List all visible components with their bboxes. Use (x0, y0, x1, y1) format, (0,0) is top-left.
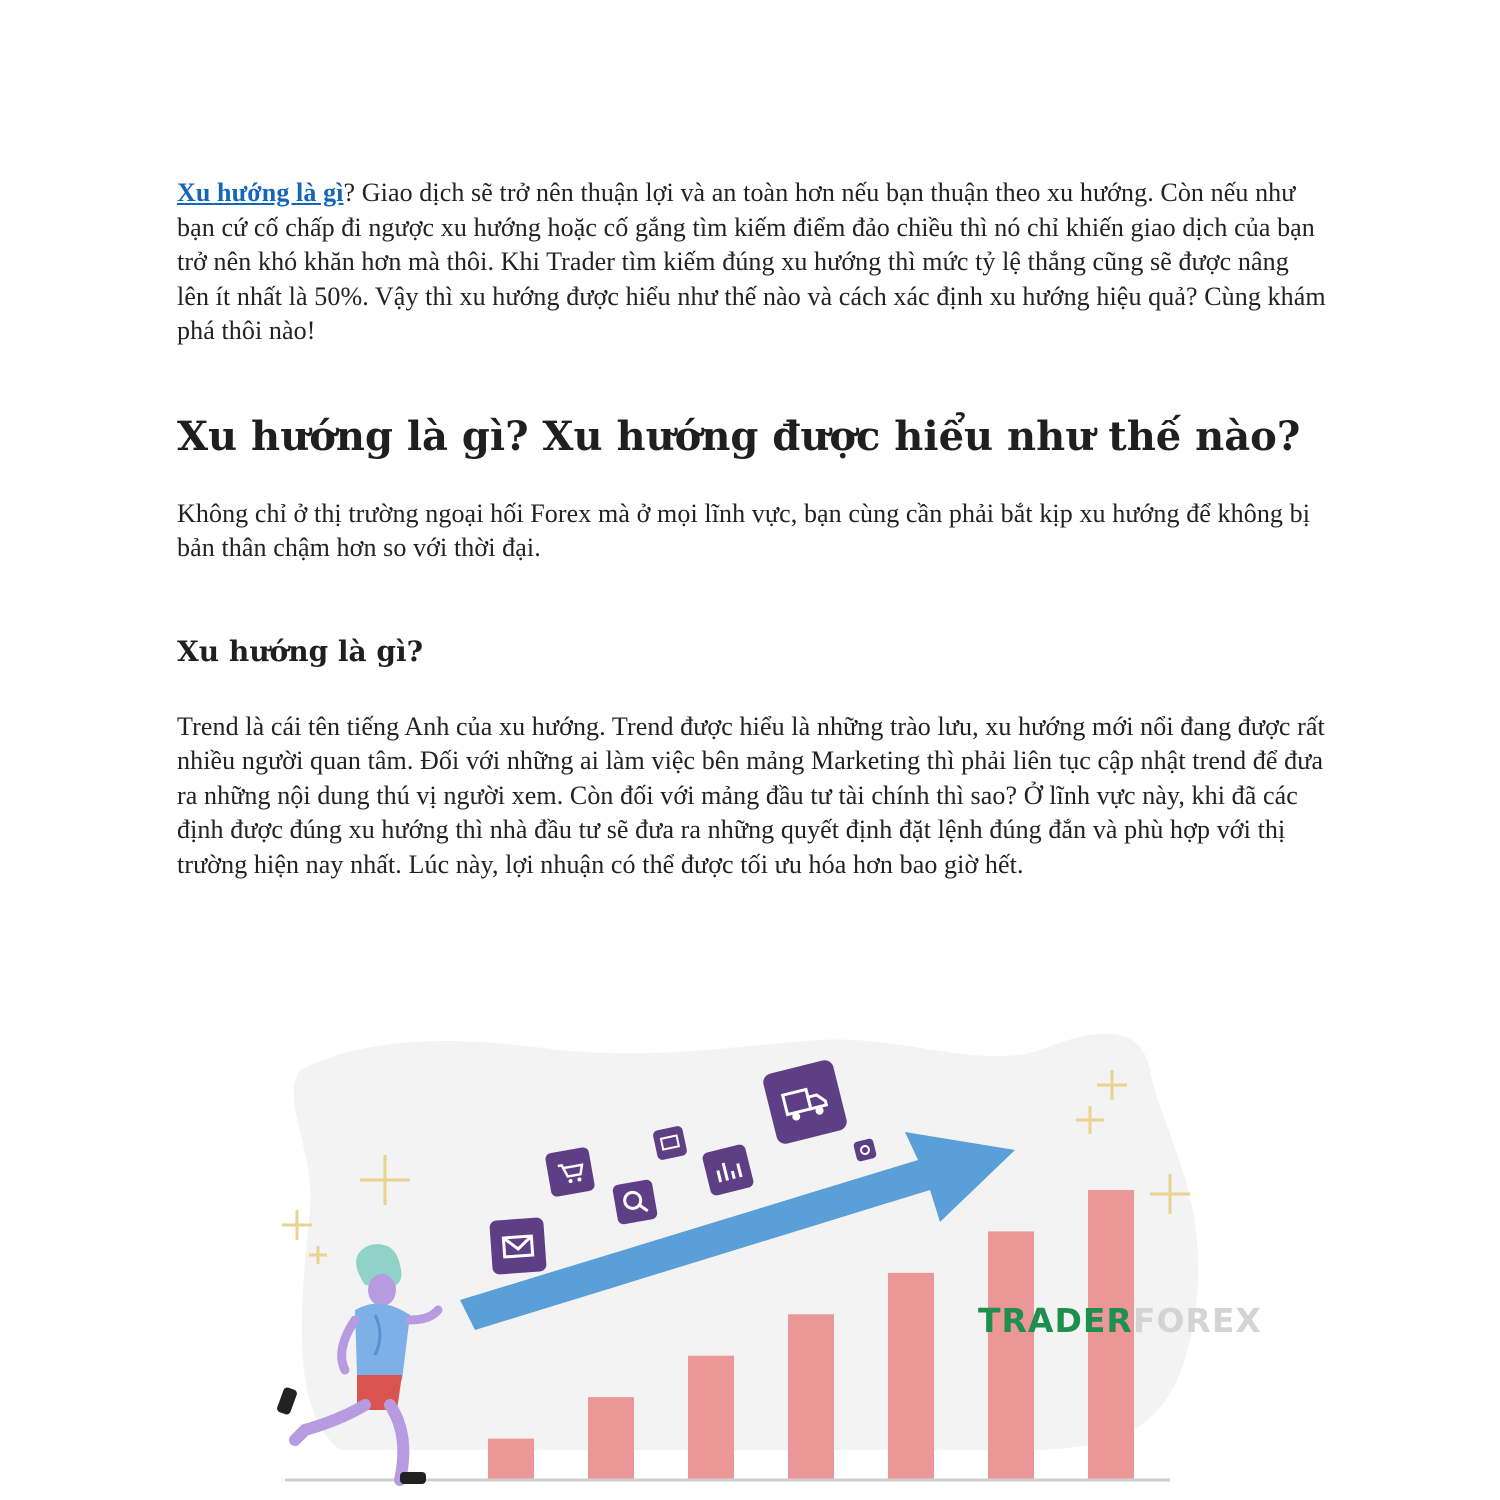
trend-illustration (260, 1010, 1300, 1500)
bar-4 (788, 1314, 834, 1480)
xu-huong-link[interactable]: Xu hướng là gì (177, 178, 344, 207)
card-icon (652, 1125, 688, 1161)
traderforex-logo: TRADERFOREX (978, 1301, 1262, 1340)
main-heading: Xu hướng là gì? Xu hướng được hiểu như thế nào? (177, 412, 1301, 460)
bar-3 (688, 1356, 734, 1480)
bar-6 (988, 1231, 1034, 1480)
bar-2 (588, 1397, 634, 1480)
search-icon (612, 1179, 658, 1225)
trend-paragraph: Trend là cái tên tiếng Anh của xu hướng. Trend được hiểu là những trào lưu, xu hướng mới nổi đang được rất nhiều người quan tâm. Đối với những ai làm việc bên mảng Marketing thì phải liên tục cập nhật trend để đưa ra những nội dung thú vị người xem. Còn đối với mảng đầu tư tài chính thì sao? Ở lĩnh vực này, khi đã các định được đúng xu hướng thì nhà đầu tư sẽ đưa ra những quyết định đặt lệnh đúng đắn và phù hợp với thị trường hiện nay nhất. Lúc này, lợi nhuận có thể được tối ưu hóa hơn bao giờ hết. (177, 711, 1325, 879)
intro-paragraph (177, 176, 1327, 349)
cart-icon (545, 1147, 596, 1198)
mail-icon (489, 1217, 547, 1275)
intro-text: ? Giao dịch sẽ trở nên thuận lợi và an toàn hơn nếu bạn thuận theo xu hướng. Còn nếu như bạn cứ cố chấp đi ngược xu hướng hoặc cố gắng tìm kiếm điểm đảo chiều thì nó chỉ khiến giao dịch của bạn trở nên khó khăn hơn mà thôi. Khi Trader tìm kiếm đúng xu hướng thì mức tỷ lệ thắng cũng sẽ được nâng lên ít nhất là 50%. Vậy thì xu hướng được hiểu như thế nào và cách xác định xu hướng hiệu quả? Cùng khám phá thôi nào! (177, 178, 1326, 345)
article (177, 176, 1327, 882)
bar-1 (488, 1439, 534, 1480)
forex-paragraph: Không chỉ ở thị trường ngoại hối Forex mà ở mọi lĩnh vực, bạn cùng cần phải bắt kịp xu hướng để không bị bản thân chậm hơn so với thời đại. (177, 498, 1311, 562)
sub-heading: Xu hướng là gì? (177, 634, 424, 668)
bar-5 (888, 1273, 934, 1480)
